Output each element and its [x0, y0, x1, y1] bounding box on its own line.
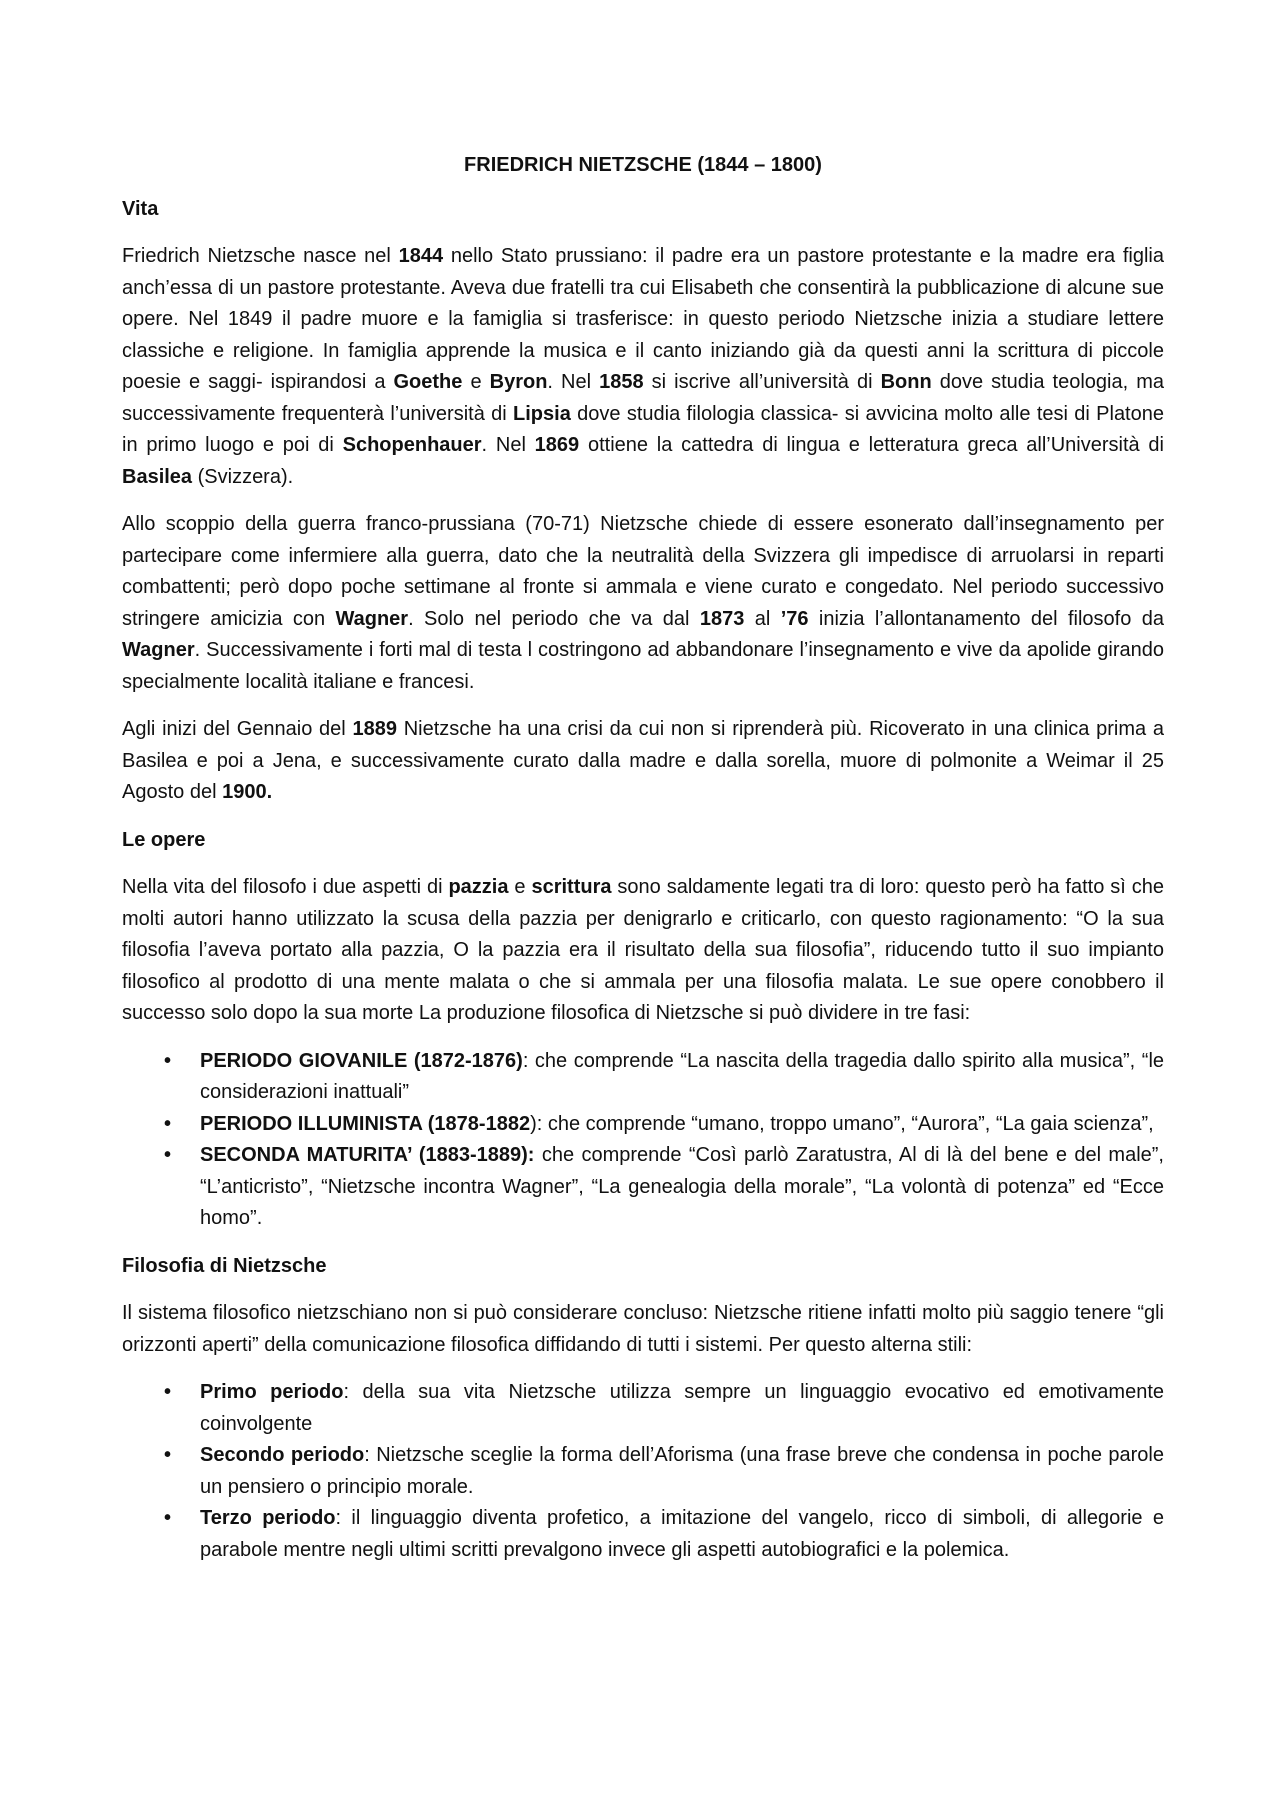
bold-run: PERIODO GIOVANILE (1872-1876) [200, 1049, 523, 1072]
bullet-glyph: • [164, 1381, 172, 1403]
bold-run: Basilea [122, 465, 193, 488]
list-item [122, 1140, 1164, 1235]
document-page [122, 150, 1164, 1582]
bold-run: Primo periodo [200, 1381, 344, 1403]
bold-run: PERIODO ILLUMINISTA (1878-1882 [200, 1112, 531, 1135]
bold-run: Secondo periodo [200, 1444, 365, 1466]
bold-run: Bonn [880, 371, 932, 393]
list-item-text: Secondo periodo: Nietzsche sceglie la forma dell’Aforisma (una frase breve che condensa in poche parole un pensiero o principio morale. [200, 1444, 1164, 1498]
list-item-text: Terzo periodo: il linguaggio diventa profetico, a imitazione del vangelo, ricco di simboli, di allegorie e parabole mentre negli ultimi scritti prevalgono invece gli aspetti autobiografici e la polemica. [200, 1507, 1164, 1561]
bold-run: 1873 [699, 607, 745, 630]
heading-opere: Le opere [122, 828, 206, 851]
list-item [122, 1377, 1164, 1440]
list-stili [122, 1377, 1164, 1566]
paragraph-filosofia-1: Il sistema filosofico nietzschiano non si può considerare concluso: Nietzsche ritiene infatti molto più saggio tenere “gli orizzonti aperti” della comunicazione filosofica diffidando di tutti i sistemi. Per questo alterna stili: [122, 1302, 1164, 1356]
bold-run: 1858 [599, 371, 644, 393]
bold-run: Byron [489, 371, 548, 393]
list-item-text: SECONDA MATURITA’ (1883-1889): che comprende “Così parlò Zaratustra, Al di là del bene e del male”, “L’anticristo”, “Nietzsche incontra Wagner”, “La genealogia della morale”, “La volontà di potenza” ed “Ecce homo”. [200, 1144, 1164, 1229]
bold-run: 1869 [534, 434, 580, 456]
bold-run: Wagner [335, 607, 409, 630]
paragraph-vita-2: Allo scoppio della guerra franco-prussiana (70-71) Nietzsche chiede di essere esonerato dall’insegnamento per partecipare come infermiere alla guerra, dato che la neutralità della Svizzera gli impedisce di arruolarsi in reparti combattenti; però dopo poche settimane al fronte si ammala e viene curato e congedato. Nel periodo successivo stringere amicizia con Wagner. Solo nel periodo che va dal 1873 al ’76 inizia l’allontanamento del filosofo da Wagner. Successivamente i forti mal di testa l costringono ad abbandonare l’insegnamento e vive da apolide girando specialmente località italiane e francesi. [122, 513, 1164, 693]
heading-vita: Vita [122, 197, 159, 220]
paragraph-vita-3: Agli inizi del Gennaio del 1889 Nietzsche ha una crisi da cui non si riprenderà più. Ricoverato in una clinica prima a Basilea e poi a Jena, e successivamente curato dalla madre e dalla sorella, muore di polmonite a Weimar il 25 Agosto del 1900. [122, 718, 1164, 803]
paragraph-opere-1: Nella vita del filosofo i due aspetti di pazzia e scrittura sono saldamente legati tra di loro: questo però ha fatto sì che molti autori hanno utilizzato la scusa della pazzia per denigrarlo e criticarlo, con questo ragionamento: “O la sua filosofia l’aveva portato alla pazzia, O la pazzia era il risultato della sua filosofia”, riducendo tutto il suo impianto filosofico al prodotto di una mente malata o che si ammala per una filosofia malata. Le sue opere conobbero il successo solo dopo la sua morte La produzione filosofica di Nietzsche si può dividere in tre fasi: [122, 876, 1164, 1024]
bold-run: Lipsia [513, 402, 571, 425]
list-item-text: PERIODO ILLUMINISTA (1878-1882): che comprende “umano, troppo umano”, “Aurora”, “La gaia scienza”, [200, 1112, 1154, 1135]
bullet-glyph: • [164, 1507, 172, 1529]
bold-run: 1900. [222, 781, 273, 803]
bold-run: 1889 [352, 718, 397, 740]
bullet-glyph: • [164, 1112, 172, 1135]
list-item [122, 1440, 1164, 1503]
bold-run: SECONDA MATURITA’ (1883-1889): [200, 1144, 535, 1166]
bold-run: 1844 [398, 245, 444, 267]
paragraph-vita-1: Friedrich Nietzsche nasce nel 1844 nello Stato prussiano: il padre era un pastore protestante e la madre era figlia anch’essa di un pastore protestante. Aveva due fratelli tra cui Elisabeth che consentirà la pubblicazione di alcune sue opere. Nel 1849 il padre muore e la famiglia si trasferisce: in questo periodo Nietzsche inizia a studiare lettere classiche e religione. In famiglia apprende la musica e il canto iniziando già da questi anni la scrittura di piccole poesie e saggi- ispirandosi a Goethe e Byron. Nel 1858 si iscrive all’università di Bonn dove studia teologia, ma successivamente frequenterà l’università di Lipsia dove studia filologia classica- si avvicina molto alle tesi di Platone in primo luogo e poi di Schopenhauer. Nel 1869 ottiene la cattedra di lingua e letteratura greca all’Università di Basilea (Svizzera). [122, 245, 1164, 488]
bullet-glyph: • [164, 1144, 172, 1166]
list-item [122, 1046, 1164, 1109]
bold-run: pazzia [448, 876, 509, 898]
bold-run: Schopenhauer [342, 434, 482, 456]
bold-run: Wagner [122, 639, 195, 661]
bold-run: Terzo periodo [200, 1507, 336, 1529]
list-item-text: Primo periodo: della sua vita Nietzsche utilizza sempre un linguaggio evocativo ed emotivamente coinvolgente [200, 1381, 1164, 1435]
bullet-glyph: • [164, 1444, 172, 1466]
heading-filosofia: Filosofia di Nietzsche [122, 1254, 327, 1277]
bold-run: scrittura [531, 876, 612, 898]
list-item-text: PERIODO GIOVANILE (1872-1876): che comprende “La nascita della tragedia dallo spirito alla musica”, “le considerazioni inattuali” [200, 1049, 1165, 1103]
bold-run: Goethe [393, 371, 463, 393]
document-title: FRIEDRICH NIETZSCHE (1844 – 1800) [464, 154, 822, 176]
list-item [122, 1109, 1164, 1141]
bullet-glyph: • [164, 1049, 172, 1072]
list-item [122, 1503, 1164, 1566]
list-periodi-opere [122, 1046, 1164, 1235]
bold-run: ’76 [780, 607, 809, 630]
